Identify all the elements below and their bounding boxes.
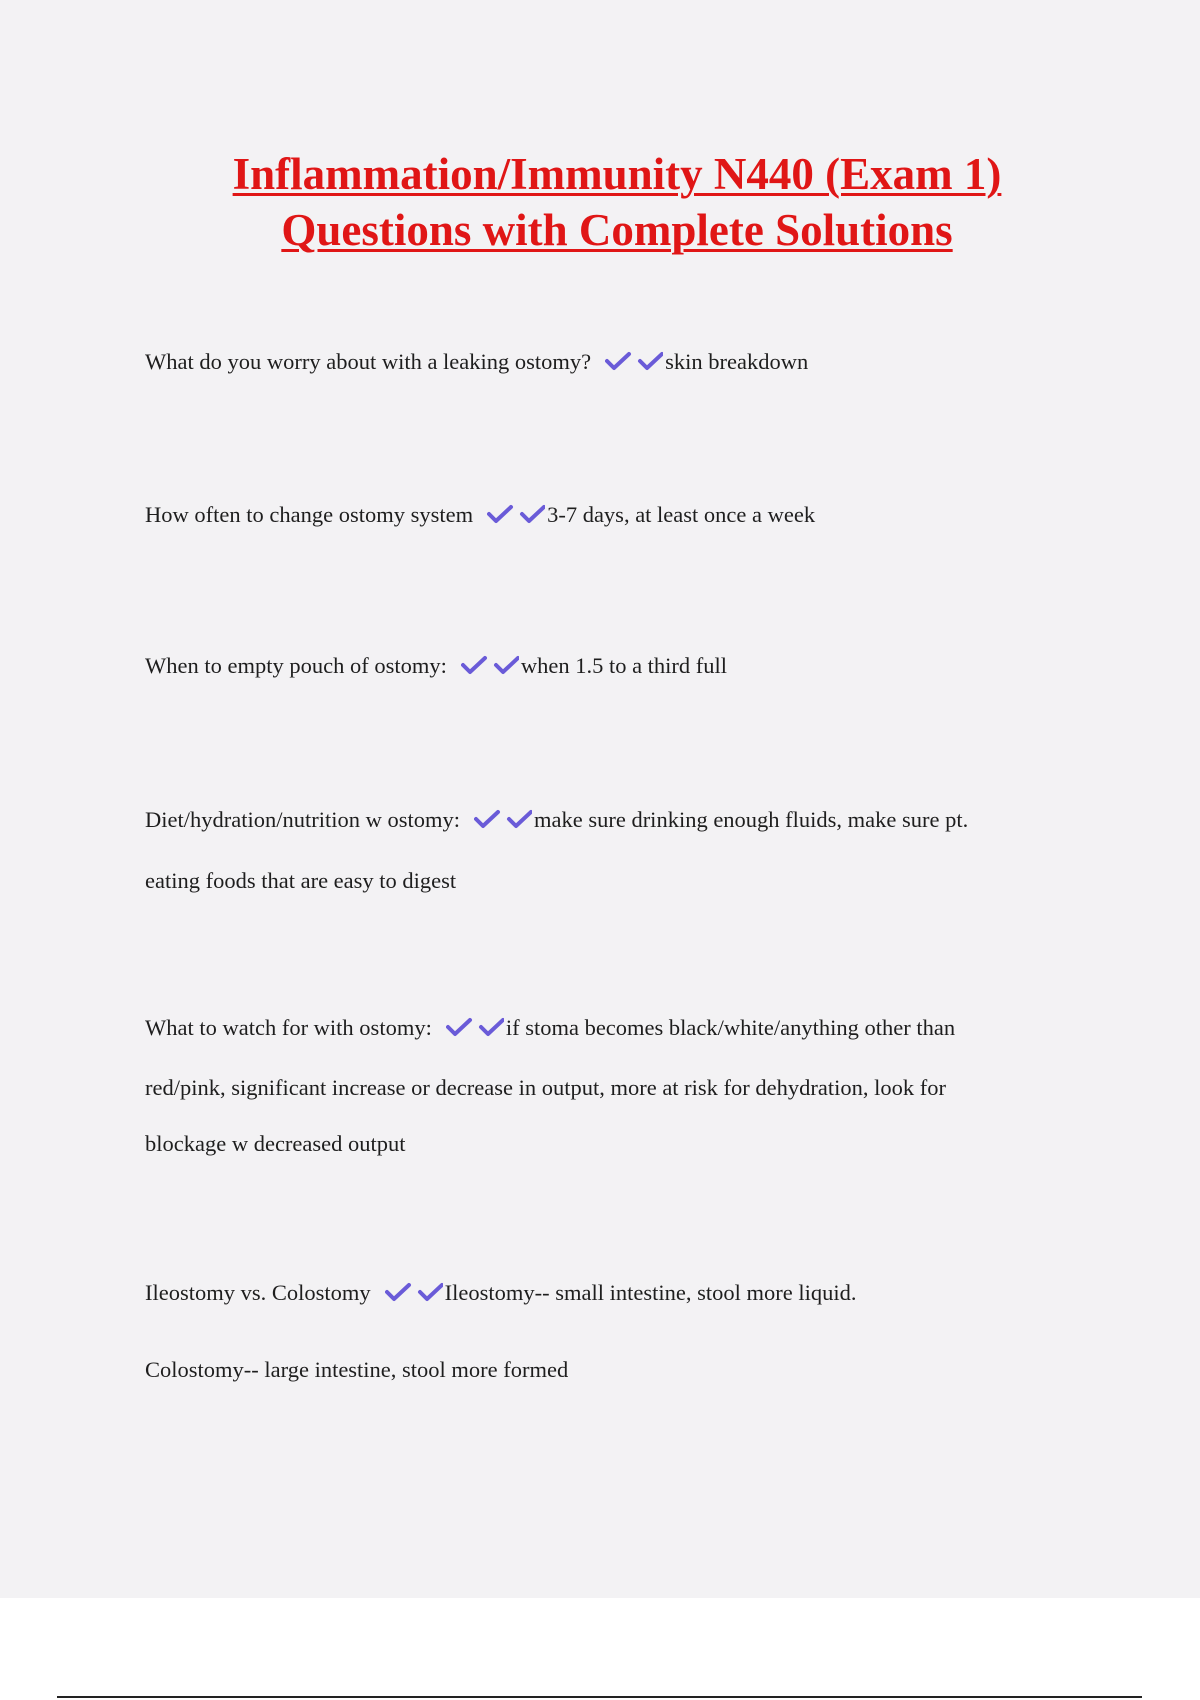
question-text: How often to change ostomy system (145, 502, 474, 527)
answer-continuation: eating foods that are easy to digest (145, 868, 457, 893)
qa-item (145, 500, 1045, 530)
footer-rule (57, 1696, 1142, 1698)
answer-text: 3-7 days, at least once a week (547, 502, 816, 527)
qa-first-line (145, 500, 1045, 530)
qa-item (145, 1013, 1045, 1159)
question-text: Diet/hydration/nutrition w ostomy: (145, 807, 460, 832)
double-check-icon (605, 350, 663, 372)
double-check-icon (461, 654, 519, 676)
answer-text: if stoma becomes black/white/anything other than (505, 1015, 956, 1040)
double-check-icon (446, 1016, 504, 1038)
answer-text: Ileostomy-- small intestine, stool more liquid. (444, 1280, 857, 1305)
answer-continuation: Colostomy-- large intestine, stool more formed (145, 1357, 569, 1382)
qa-first-line (145, 805, 1045, 835)
double-check-icon (474, 808, 532, 830)
question-text: Ileostomy vs. Colostomy (145, 1280, 371, 1305)
qa-item (145, 805, 1045, 896)
document-title (0, 146, 1200, 258)
answer-text: make sure drinking enough fluids, make sure pt. (533, 807, 969, 832)
qa-item (145, 651, 1045, 681)
title-line-1: Inflammation/Immunity N440 (Exam 1) (232, 149, 1002, 199)
answer-continuation: red/pink, significant increase or decrease in output, more at risk for dehydration, look for (145, 1075, 946, 1100)
qa-first-line (145, 651, 1045, 681)
question-text: What to watch for with ostomy: (145, 1015, 432, 1040)
double-check-icon (487, 503, 545, 525)
qa-item (145, 1278, 1045, 1385)
qa-first-line (145, 1278, 1045, 1308)
answer-text: when 1.5 to a third full (520, 653, 728, 678)
answer-text: skin breakdown (665, 349, 809, 374)
title-line-2: Questions with Complete Solutions (281, 205, 953, 255)
qa-first-line (145, 1013, 1045, 1043)
question-text: What do you worry about with a leaking ostomy? (145, 349, 592, 374)
qa-first-line (145, 347, 1045, 377)
answer-continuation: blockage w decreased output (145, 1131, 406, 1156)
double-check-icon (385, 1281, 443, 1303)
question-text: When to empty pouch of ostomy: (145, 653, 447, 678)
qa-item (145, 347, 1045, 377)
